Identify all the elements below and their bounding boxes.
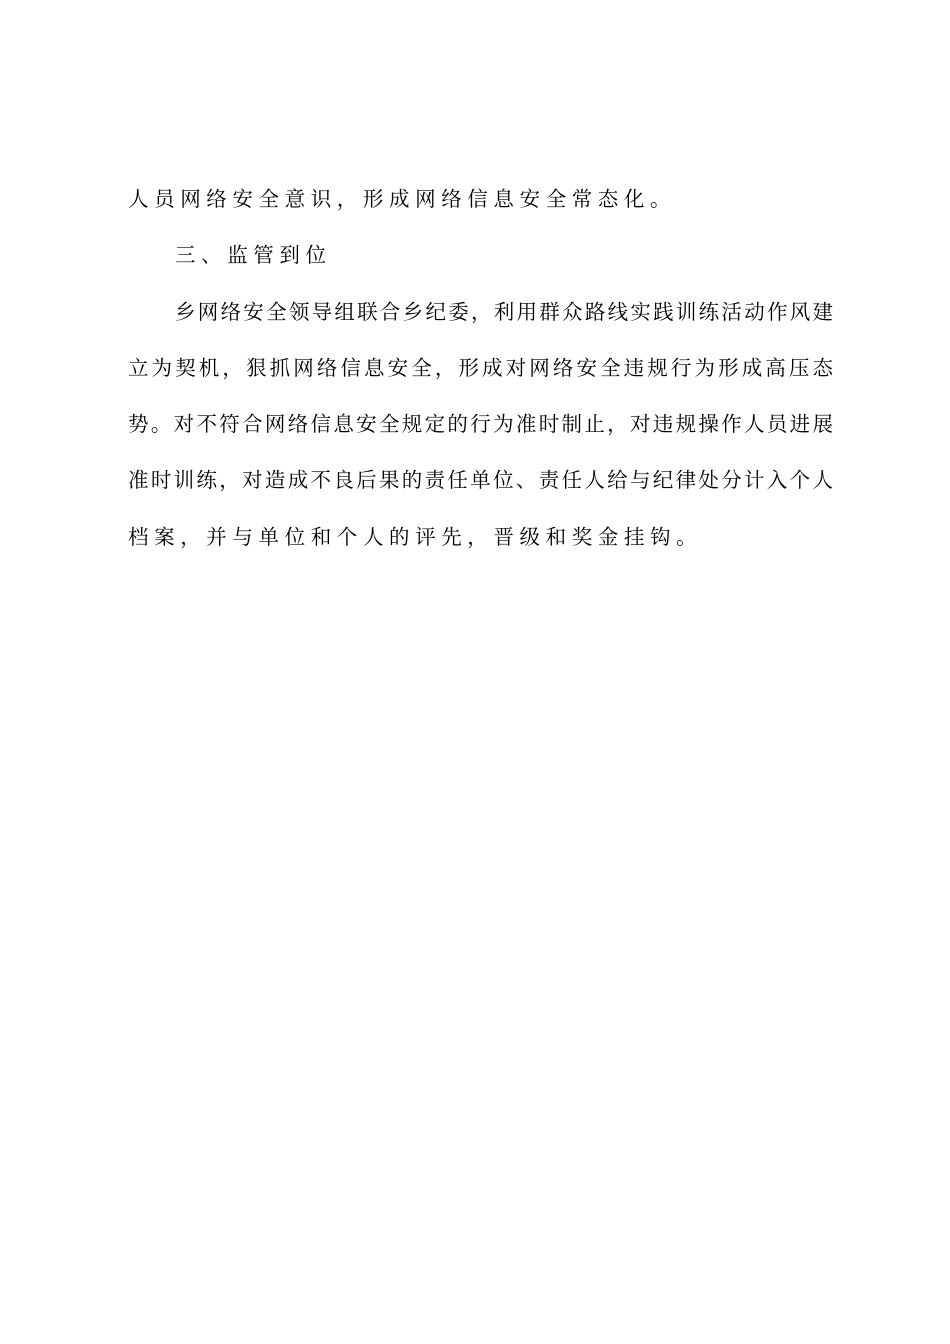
document-body bbox=[128, 186, 833, 580]
paragraph-line-last: 档案，并与单位和个人的评先，晋级和奖金挂钩。 bbox=[128, 524, 703, 549]
paragraph-line: 立为契机，狠抓网络信息安全，形成对网络安全违规行为形成高压态 bbox=[128, 355, 833, 380]
section-heading: 三、监管到位 bbox=[175, 243, 332, 268]
paragraph-line: 势。对不符合网络信息安全规定的行为准时制止，对违规操作人员进展 bbox=[128, 412, 833, 437]
paragraph-line-continuation: 人员网络安全意识，形成网络信息安全常态化。 bbox=[128, 187, 677, 211]
paragraph-line: 乡网络安全领导组联合乡纪委，利用群众路线实践训练活动作风建 bbox=[175, 299, 833, 324]
paragraph-line: 准时训练，对造成不良后果的责任单位、责任人给与纪律处分计入个人 bbox=[128, 468, 833, 493]
